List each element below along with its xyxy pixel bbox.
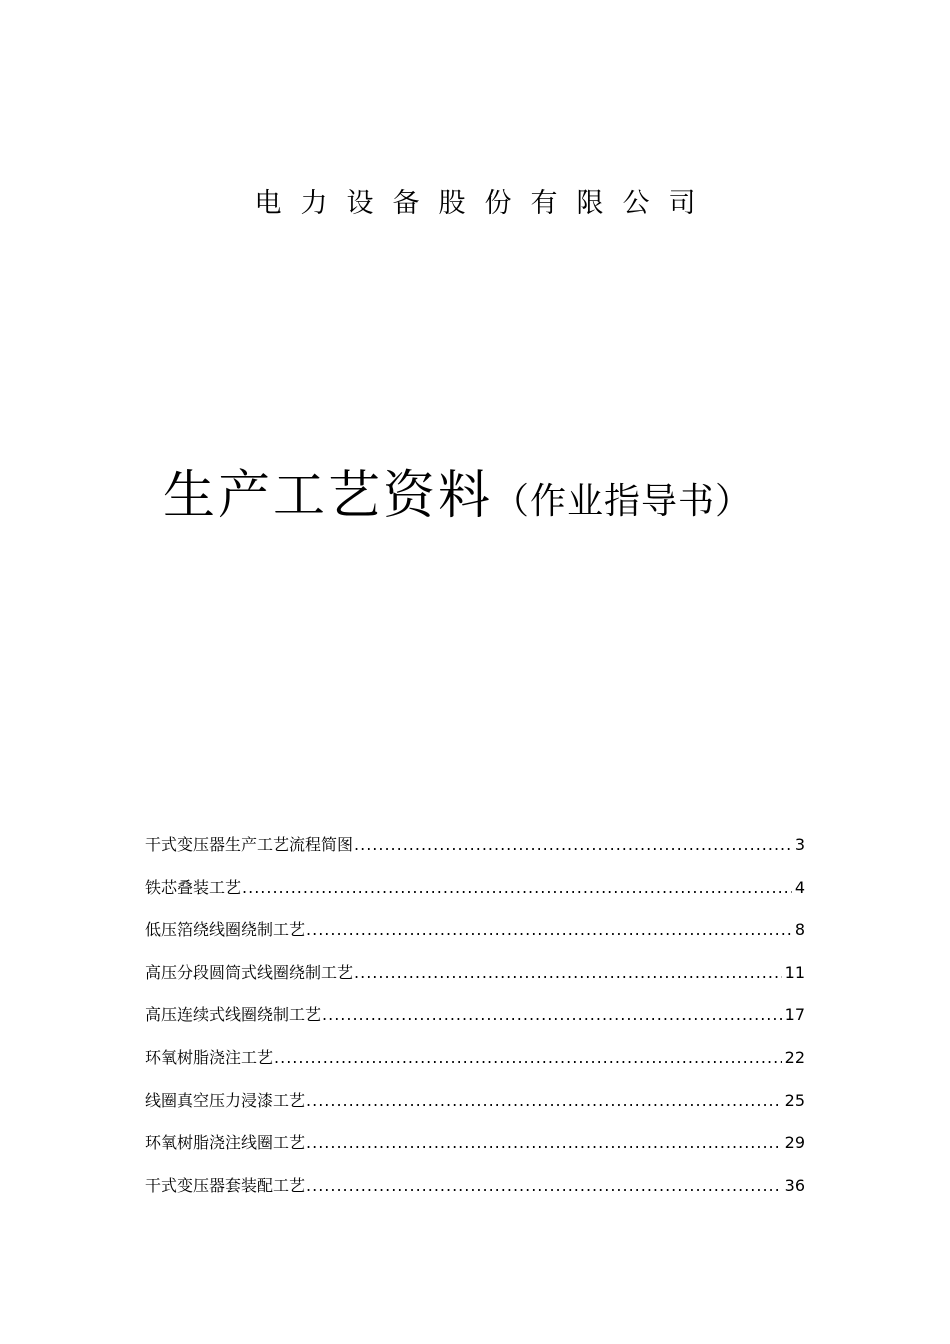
- toc-entry-page: 25: [784, 1090, 805, 1110]
- toc-entry-title: 线圈真空压力浸漆工艺: [145, 1090, 306, 1110]
- toc-entry[interactable]: [145, 952, 805, 995]
- toc-dot-leader: [274, 1037, 782, 1080]
- toc-dot-leader: [242, 867, 792, 910]
- toc-entry-title: 环氧树脂浇注线圈工艺: [145, 1133, 306, 1153]
- toc-entry[interactable]: [145, 909, 805, 952]
- toc-entry-page: 29: [784, 1133, 805, 1153]
- toc-entry-page: 4: [794, 877, 805, 897]
- document-title-subtitle: （作业指导书）: [493, 481, 753, 522]
- toc-entry[interactable]: [145, 867, 805, 910]
- toc-dot-leader: [306, 1122, 782, 1165]
- toc-entry[interactable]: [145, 994, 805, 1037]
- company-name: 电力设备股份有限公司: [254, 188, 715, 219]
- toc-entry[interactable]: [145, 1080, 805, 1123]
- toc-entry-page: 3: [794, 835, 805, 854]
- toc-entry-page: 36: [784, 1175, 805, 1195]
- toc-entry[interactable]: [145, 1037, 805, 1080]
- toc-entry[interactable]: [145, 1122, 805, 1165]
- toc-entry-title: 干式变压器生产工艺流程简图: [145, 835, 354, 854]
- toc-dot-leader: [306, 1165, 782, 1208]
- toc-entry-title: 环氧树脂浇注工艺: [145, 1047, 274, 1067]
- toc-entry[interactable]: [145, 824, 805, 867]
- toc-entry-title: 铁芯叠装工艺: [145, 877, 242, 897]
- toc-entry-page: 17: [784, 1005, 805, 1025]
- toc-dot-leader: [354, 824, 792, 867]
- toc-entry-page: 11: [784, 962, 805, 982]
- table-of-contents: [145, 824, 805, 1207]
- toc-entry-title: 高压分段圆筒式线圈绕制工艺: [145, 962, 354, 982]
- toc-dot-leader: [322, 994, 782, 1037]
- document-title: [163, 460, 752, 544]
- toc-entry-title: 低压箔绕线圈绕制工艺: [145, 920, 306, 940]
- toc-dot-leader: [306, 1080, 782, 1123]
- toc-entry-page: 8: [794, 920, 805, 940]
- toc-dot-leader: [354, 952, 782, 995]
- toc-entry[interactable]: [145, 1165, 805, 1208]
- toc-entry-page: 22: [784, 1047, 805, 1067]
- toc-entry-title: 干式变压器套装配工艺: [145, 1175, 306, 1195]
- toc-dot-leader: [306, 909, 792, 952]
- toc-entry-title: 高压连续式线圈绕制工艺: [145, 1005, 322, 1025]
- document-title-main: 生产工艺资料: [163, 466, 494, 526]
